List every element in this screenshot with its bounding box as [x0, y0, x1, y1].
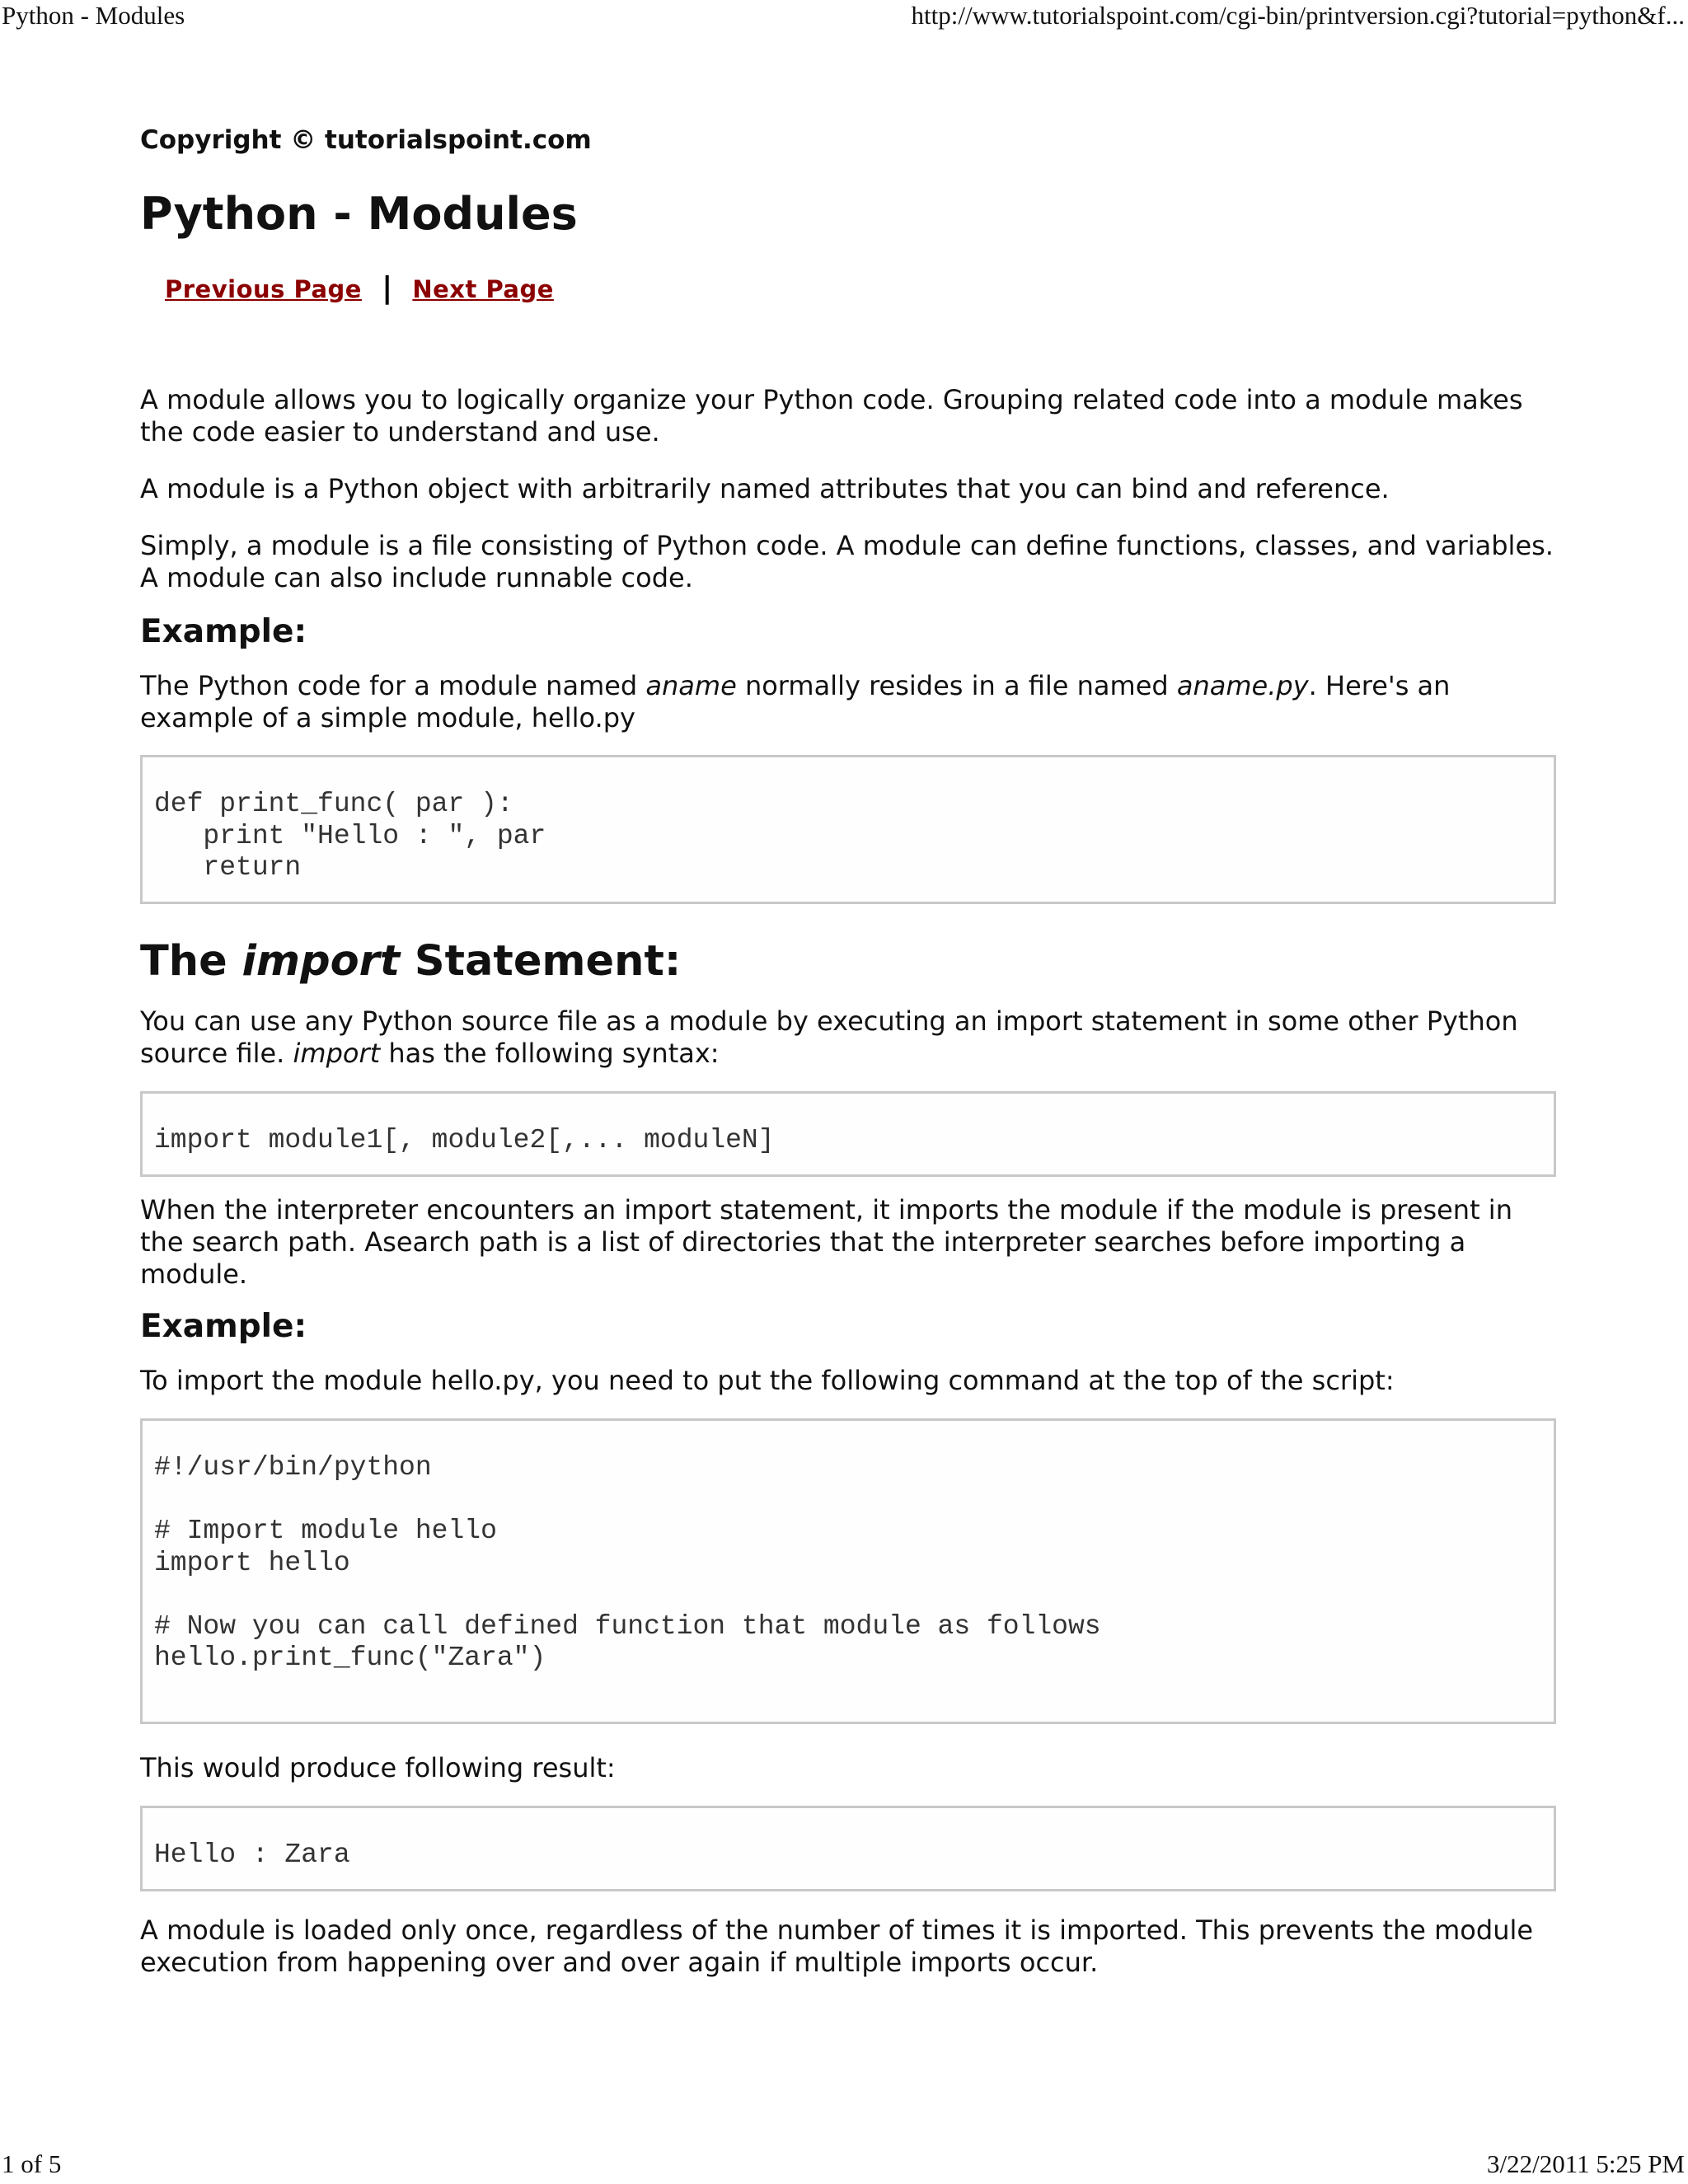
copyright-notice: Copyright © tutorialspoint.com [140, 125, 592, 155]
previous-page-link[interactable]: Previous Page [165, 275, 362, 303]
intro-paragraph-3: Simply, a module is a file consisting of Python code. A module can define functions, classes, and variables. A module can also include runnable code. [140, 530, 1554, 593]
example-heading-2: Example: [140, 1308, 307, 1345]
code-block-output: Hello : Zara [140, 1806, 1556, 1891]
print-datetime: 3/22/2011 5:25 PM [1487, 2149, 1685, 2178]
example-description-1: The Python code for a module named aname normally resides in a file named aname.py. Here's an example of a simple module, hello.py [140, 670, 1451, 733]
result-intro: This would produce following result: [140, 1752, 616, 1783]
code-block-hello-module: def print_func( par ): print "Hello : ", par return [140, 755, 1556, 904]
module-name-emphasis: aname [645, 670, 737, 701]
print-header-title: Python - Modules [2, 1, 185, 30]
import-statement-heading: The import Statement: [140, 937, 682, 986]
example-description-2: To import the module hello.py, you need to put the following command at the top of the script: [140, 1365, 1395, 1396]
code-block-import-syntax: import module1[, module2[,... moduleN] [140, 1091, 1556, 1177]
next-page-link[interactable]: Next Page [412, 275, 554, 303]
intro-paragraph-1: A module allows you to logically organize your Python code. Grouping related code into a module makes the code easier to understand and use. [140, 384, 1523, 448]
page-title: Python - Modules [140, 188, 578, 240]
import-keyword-emphasis: import [241, 937, 401, 986]
nav-separator: | [382, 271, 393, 305]
import-description: You can use any Python source file as a module by executing an import statement in some other Python source file. import has the following syntax: [140, 1005, 1518, 1069]
page-content [140, 124, 1556, 1979]
example-heading-1: Example: [140, 613, 307, 650]
page-navigation [165, 265, 1556, 312]
page-number: 1 of 5 [2, 2149, 62, 2178]
code-block-import-hello: #!/usr/bin/python # Import module hello import hello # Now you can call defined function that module as follows hello.print_func("Zara") [140, 1418, 1556, 1724]
import-keyword-inline: import [293, 1038, 381, 1069]
print-header-url: http://www.tutorialspoint.com/cgi-bin/printversion.cgi?tutorial=python&f... [911, 1, 1685, 30]
intro-paragraph-2: A module is a Python object with arbitrarily named attributes that you can bind and reference. [140, 473, 1390, 504]
filename-emphasis: aname.py [1176, 670, 1309, 701]
module-loading-paragraph: A module is loaded only once, regardless of the number of times it is imported. This prevents the module execution from happening over and over again if multiple imports occur. [140, 1915, 1534, 1978]
search-path-paragraph: When the interpreter encounters an import statement, it imports the module if the module is present in the search path. Asearch path is a list of directories that the interpreter searches before importing a module. [140, 1194, 1512, 1290]
